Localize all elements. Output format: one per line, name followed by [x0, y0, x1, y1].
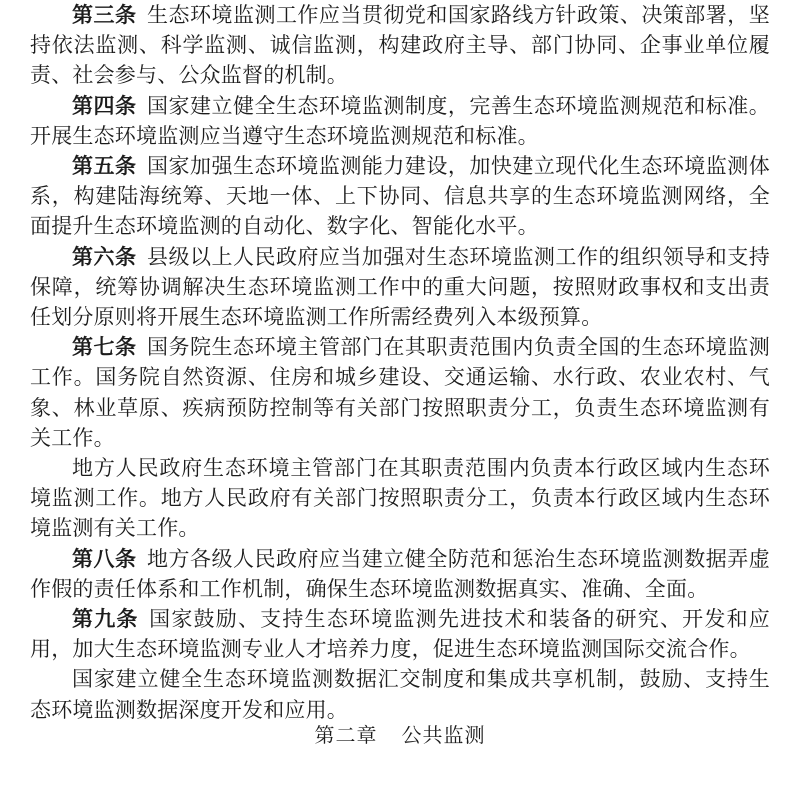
article-text: 国家加强生态环境监测能力建设，加快建立现代化生态环境监测体系，构建陆海统筹、天地一体、上下协同、信息共享的生态环境监测网络，全面提升生态环境监测的自动化、数字化、智能化水平。 [30, 154, 770, 239]
article-label: 第九条 [72, 607, 139, 632]
article-4-paragraph [30, 91, 770, 151]
article-label: 第六条 [72, 244, 137, 269]
article-5-paragraph [30, 151, 770, 242]
article-label: 第八条 [72, 546, 137, 571]
article-text: 地方人民政府生态环境主管部门在其职责范围内负责本行政区域内生态环境监测工作。地方人民政府有关部门按照职责分工，负责本行政区域内生态环境监测有关工作。 [30, 456, 770, 541]
chapter-number: 第二章 [314, 723, 378, 747]
article-9-paragraph-2 [30, 664, 770, 724]
article-3-paragraph [30, 0, 770, 91]
article-text: 国家鼓励、支持生态环境监测先进技术和装备的研究、开发和应用，加大生态环境监测专业人才培养力度，促进生态环境监测国际交流合作。 [30, 607, 770, 662]
chapter-title: 公共监测 [401, 723, 486, 747]
article-label: 第三条 [72, 3, 137, 27]
article-7-paragraph [30, 332, 770, 453]
article-label: 第七条 [72, 335, 137, 360]
article-7-paragraph-2 [30, 453, 770, 544]
article-text: 国务院生态环境主管部门在其职责范围内负责全国的生态环境监测工作。国务院自然资源、住房和城乡建设、交通运输、水行政、农业农村、气象、林业草原、疾病预防控制等有关部门按照职责分工，负责生态环境监测有关工作。 [30, 335, 770, 450]
document-body [30, 0, 770, 725]
article-label: 第五条 [72, 154, 137, 179]
article-text: 县级以上人民政府应当加强对生态环境监测工作的组织领导和支持保障，统筹协调解决生态环境监测工作中的重大问题，按照财政事权和支出责任划分原则将开展生态环境监测工作所需经费列入本级预算。 [30, 244, 770, 330]
chapter-heading [0, 719, 800, 748]
article-6-paragraph [30, 242, 770, 333]
article-text: 生态环境监测工作应当贯彻党和国家路线方针政策、决策部署，坚持依法监测、科学监测、诚信监测，构建政府主导、部门协同、企事业单位履责、社会参与、公众监督的机制。 [30, 3, 770, 88]
article-8-paragraph [30, 544, 770, 604]
article-9-paragraph [30, 604, 770, 664]
article-text: 国家建立健全生态环境监测数据汇交制度和集成共享机制，鼓励、支持生态环境监测数据深度开发和应用。 [30, 667, 770, 722]
article-label: 第四条 [72, 93, 137, 118]
article-text: 国家建立健全生态环境监测制度，完善生态环境监测规范和标准。开展生态环境监测应当遵守生态环境监测规范和标准。 [30, 93, 770, 148]
article-text: 地方各级人民政府应当建立健全防范和惩治生态环境监测数据弄虚作假的责任体系和工作机制，确保生态环境监测数据真实、准确、全面。 [30, 546, 770, 601]
